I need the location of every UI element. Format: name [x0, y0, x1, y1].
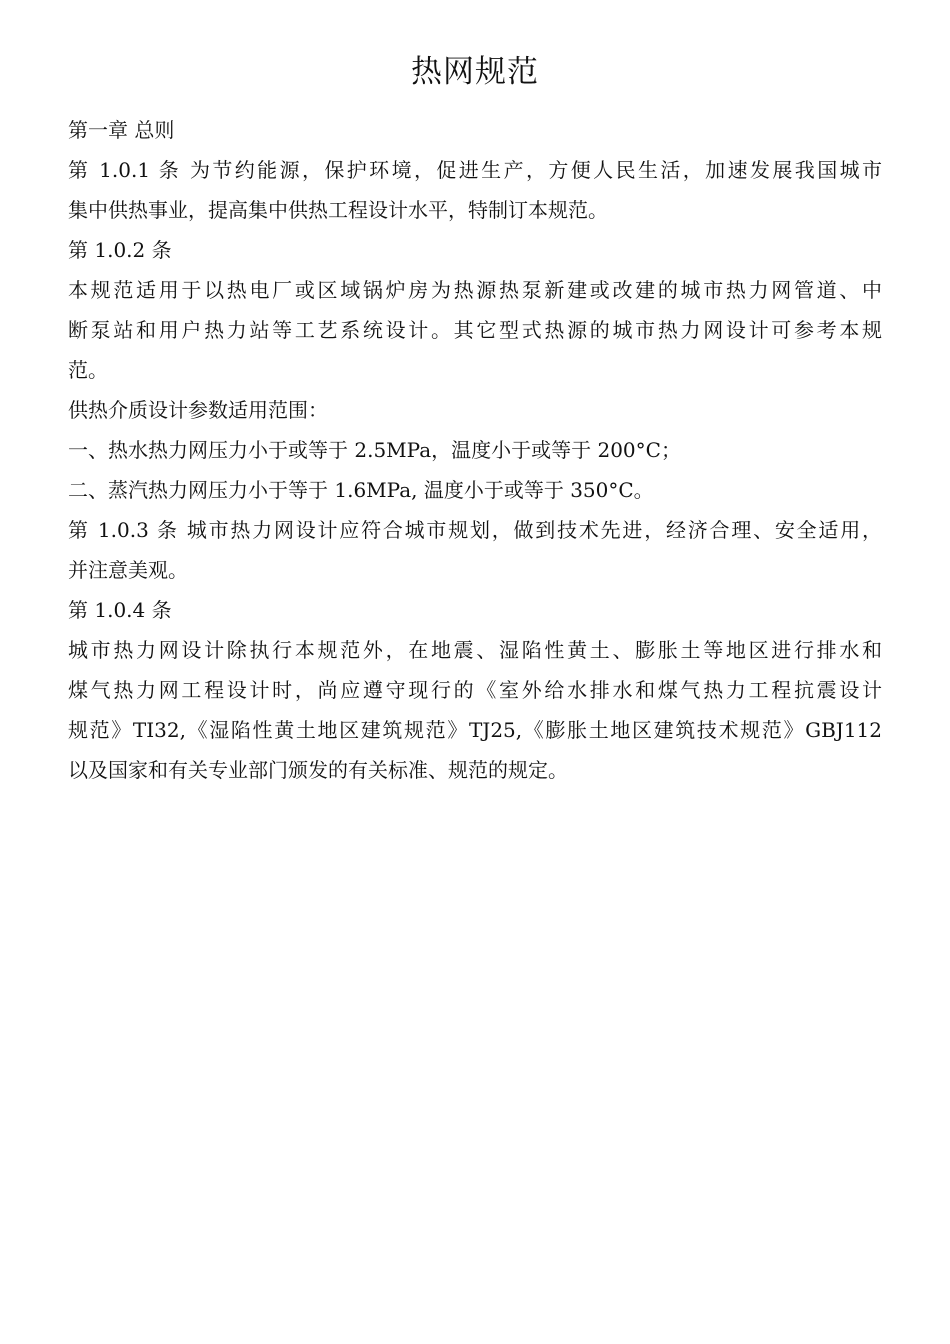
parameter-item-2: 二、蒸汽热力网压力小于等于 1.6MPa, 温度小于或等于 350°C。	[68, 478, 654, 502]
article-1-0-1-line-2: 集中供热事业，提高集中供热工程设计水平，特制订本规范。	[68, 198, 608, 222]
document-title: 热网规范	[411, 54, 539, 90]
article-1-0-2-line-1: 本规范适用于以热电厂或区域锅炉房为热源热泵新建或改建的城市热力网管道、中	[68, 278, 882, 302]
article-1-0-3-line-2: 并注意美观。	[68, 558, 188, 582]
article-1-0-4-line-2: 煤气热力网工程设计时，尚应遵守现行的《室外给水排水和煤气热力工程抗震设计	[68, 678, 882, 702]
parameter-scope-heading: 供热介质设计参数适用范围：	[68, 398, 328, 422]
document-page	[68, 50, 882, 790]
chapter-heading: 第一章 总则	[68, 118, 175, 142]
article-1-0-4-heading: 第 1.0.4 条	[68, 598, 172, 622]
article-1-0-4-line-4: 以及国家和有关专业部门颁发的有关标准、规范的规定。	[68, 758, 568, 782]
article-1-0-4-line-3: 规范》TI32,《湿陷性黄土地区建筑规范》TJ25,《膨胀土地区建筑技术规范》GBJ112	[68, 718, 882, 742]
article-1-0-1-line-1: 第 1.0.1 条 为节约能源，保护环境，促进生产，方便人民生活，加速发展我国城市	[68, 158, 882, 182]
parameter-item-1: 一、热水热力网压力小于或等于 2.5MPa，温度小于或等于 200°C；	[68, 438, 681, 462]
article-1-0-3-line-1: 第 1.0.3 条 城市热力网设计应符合城市规划，做到技术先进，经济合理、安全适用，	[68, 518, 882, 542]
article-1-0-2-line-3: 范。	[68, 358, 108, 382]
article-1-0-2-heading: 第 1.0.2 条	[68, 238, 172, 262]
article-1-0-4-line-1: 城市热力网设计除执行本规范外，在地震、湿陷性黄土、膨胀土等地区进行排水和	[68, 638, 882, 662]
article-1-0-2-line-2: 断泵站和用户热力站等工艺系统设计。其它型式热源的城市热力网设计可参考本规	[68, 318, 882, 342]
